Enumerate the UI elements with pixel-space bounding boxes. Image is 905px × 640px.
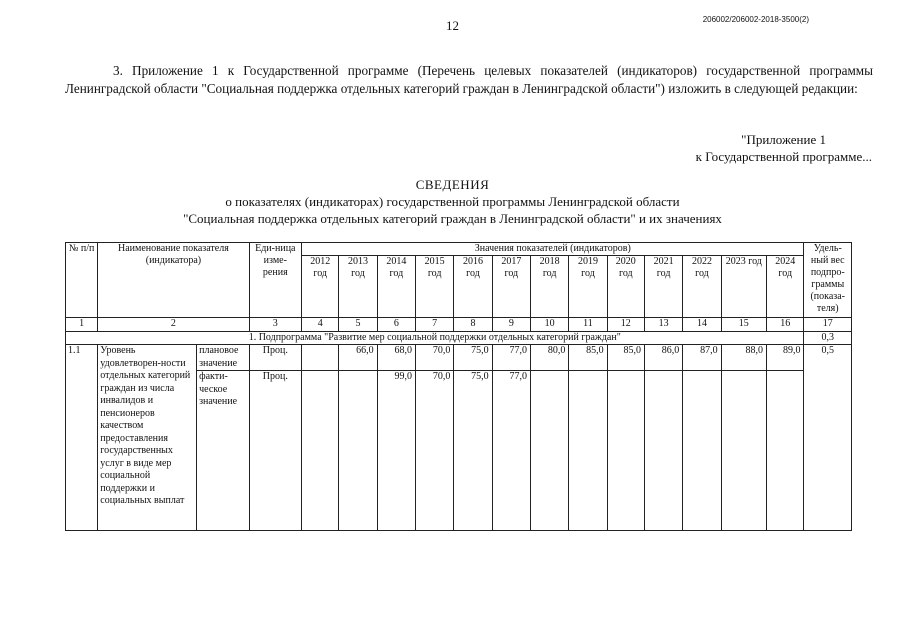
column-number: 6 — [377, 318, 415, 332]
unit-fact: Проц. — [249, 371, 301, 531]
plan-value: 87,0 — [683, 345, 721, 371]
year-header: 2015 год — [416, 256, 454, 318]
indicator-name: Уровень удовлетворен-ности отдельных категорий граждан из числа инвалидов и пенсионеров качеством предоставления государственных услуг в виде мер социальной поддержки и социальных выплат — [98, 345, 197, 531]
fact-value — [607, 371, 644, 531]
year-header: 2014 год — [377, 256, 415, 318]
header-values-group: Значения показателей (индикаторов) — [302, 243, 804, 256]
document-title — [0, 176, 905, 227]
year-header: 2018 год — [530, 256, 568, 318]
column-number-row — [66, 318, 852, 332]
fact-value: 75,0 — [454, 371, 492, 531]
plan-value: 85,0 — [607, 345, 644, 371]
column-number: 14 — [683, 318, 721, 332]
plan-value: 85,0 — [569, 345, 607, 371]
column-number: 15 — [721, 318, 766, 332]
plan-value: 75,0 — [454, 345, 492, 371]
column-number: 16 — [767, 318, 804, 332]
column-number: 9 — [492, 318, 530, 332]
plan-value: 88,0 — [721, 345, 766, 371]
subprogram-title: 1. Подпрограмма "Развитие мер социальной поддержки отдельных категорий граждан" — [66, 331, 804, 345]
subprogram-weight: 0,3 — [804, 331, 852, 345]
header-weight: Удель-ный вес подпро-граммы (показа-теля) — [804, 243, 852, 318]
indicator-num: 1.1 — [66, 345, 98, 531]
column-number: 12 — [607, 318, 644, 332]
plan-value: 86,0 — [644, 345, 682, 371]
fact-value — [569, 371, 607, 531]
year-header: 2022 год — [683, 256, 721, 318]
year-header: 2023 год — [721, 256, 766, 318]
fact-value — [644, 371, 682, 531]
title-line-2: о показателях (индикаторах) государственной программы Ленинградской области — [225, 194, 680, 209]
column-number: 17 — [804, 318, 852, 332]
plan-value: 66,0 — [339, 345, 377, 371]
plan-value: 68,0 — [377, 345, 415, 371]
fact-value — [721, 371, 766, 531]
plan-value: 80,0 — [530, 345, 568, 371]
title-line-3: "Социальная поддержка отдельных категорий граждан в Ленинградской области" и их значениях — [183, 211, 722, 226]
title-line-1: СВЕДЕНИЯ — [415, 177, 490, 192]
column-number: 2 — [98, 318, 249, 332]
paragraph-text: Приложение 1 к Государственной программе (Перечень целевых показателей (индикаторов) государственной программы Ленинградской области "Социальная поддержка отдельных категорий граждан в Ленинградской области") изложить в следующей редакции: — [65, 63, 874, 96]
year-header: 2021 год — [644, 256, 682, 318]
fact-value — [767, 371, 804, 531]
year-header: 2019 год — [569, 256, 607, 318]
appendix-line-2: к Государственной программе... — [695, 149, 872, 164]
indicator-plan-row — [66, 345, 852, 371]
paragraph-number: 3. — [113, 63, 123, 78]
value-type-fact: факти-ческое значение — [197, 371, 249, 531]
value-type-plan: плановое значение — [197, 345, 249, 371]
unit-plan: Проц. — [249, 345, 301, 371]
plan-value: 89,0 — [767, 345, 804, 371]
page-number: 12 — [446, 18, 459, 33]
header-unit: Еди-ница изме-рения — [249, 243, 301, 318]
column-number: 7 — [416, 318, 454, 332]
column-number: 10 — [530, 318, 568, 332]
plan-value — [302, 345, 339, 371]
plan-value: 70,0 — [416, 345, 454, 371]
fact-value — [683, 371, 721, 531]
column-number: 11 — [569, 318, 607, 332]
year-header: 2013 год — [339, 256, 377, 318]
header-num: № п/п — [66, 243, 98, 318]
column-number: 5 — [339, 318, 377, 332]
plan-value: 77,0 — [492, 345, 530, 371]
indicators-table — [65, 242, 852, 531]
indicator-weight: 0,5 — [804, 345, 852, 531]
appendix-line-1: "Приложение 1 — [741, 132, 826, 147]
fact-value — [530, 371, 568, 531]
year-header: 2020 год — [607, 256, 644, 318]
year-header: 2024 год — [767, 256, 804, 318]
year-header: 2017 год — [492, 256, 530, 318]
year-header: 2012 год — [302, 256, 339, 318]
subprogram-row — [66, 331, 852, 345]
fact-value: 77,0 — [492, 371, 530, 531]
document-code: 206002/206002-2018-3500(2) — [702, 15, 809, 24]
intro-paragraph — [65, 62, 873, 97]
fact-value: 70,0 — [416, 371, 454, 531]
fact-value: 99,0 — [377, 371, 415, 531]
appendix-reference — [696, 131, 872, 165]
column-number: 4 — [302, 318, 339, 332]
header-name: Наименование показателя (индикатора) — [98, 243, 249, 318]
year-header: 2016 год — [454, 256, 492, 318]
column-number: 3 — [249, 318, 301, 332]
fact-value — [302, 371, 339, 531]
column-number: 8 — [454, 318, 492, 332]
column-number: 1 — [66, 318, 98, 332]
column-number: 13 — [644, 318, 682, 332]
fact-value — [339, 371, 377, 531]
